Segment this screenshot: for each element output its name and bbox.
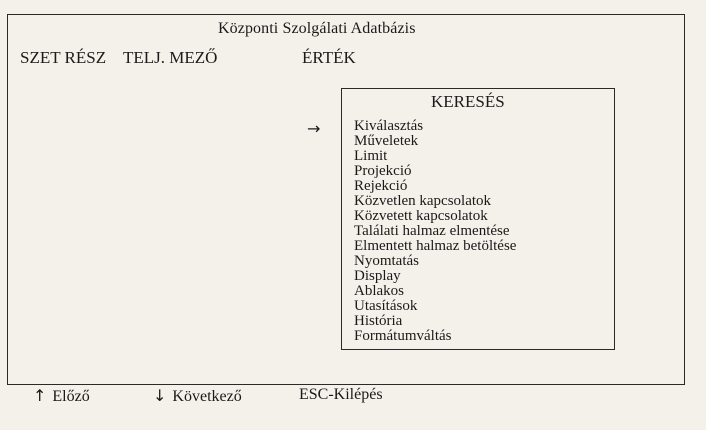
down-arrow-icon: ↓ (153, 386, 167, 405)
menu-item-selection[interactable]: Kiválasztás (354, 118, 424, 134)
column-header-value: ÉRTÉK (302, 48, 356, 67)
escape-exit-label: ESC-Kilépés (299, 386, 383, 403)
menu-item-print[interactable]: Nyomtatás (354, 253, 419, 269)
column-header-field: TELJ. MEZŐ (123, 48, 218, 67)
menu-item-projection[interactable]: Projekció (354, 163, 412, 179)
menu-item-history[interactable]: História (354, 313, 403, 329)
escape-exit-button[interactable] (299, 386, 383, 404)
menu-item-format-switch[interactable]: Formátumváltás (354, 328, 452, 344)
menu-item-save-result-set[interactable]: Találati halmaz elmentése (354, 223, 510, 239)
menu-item-limit[interactable]: Limit (354, 148, 388, 164)
previous-button[interactable] (33, 386, 90, 406)
menu-item-operations[interactable]: Műveletek (354, 133, 419, 149)
next-label: Következő (172, 388, 242, 405)
menu-item-load-saved-set[interactable]: Elmentett halmaz betöltése (354, 238, 517, 254)
search-menu-list (354, 119, 516, 344)
search-menu (341, 88, 615, 350)
search-menu-title: KERESÉS (431, 92, 505, 111)
column-header-set-part: SZET RÉSZ (20, 48, 107, 67)
menu-item-indirect-relations[interactable]: Közvetett kapcsolatok (354, 208, 488, 224)
menu-item-rejection[interactable]: Rejekció (354, 178, 408, 194)
app-title: Központi Szolgálati Adatbázis (218, 20, 416, 37)
menu-item-display[interactable]: Display (354, 268, 401, 284)
previous-label: Előző (52, 388, 90, 405)
menu-item-windowed[interactable]: Ablakos (354, 283, 404, 299)
next-button[interactable] (153, 386, 242, 406)
menu-item-instructions[interactable]: Utasítások (354, 298, 418, 314)
menu-item-direct-relations[interactable]: Közvetlen kapcsolatok (354, 193, 492, 209)
right-arrow-icon: → (307, 119, 321, 138)
up-arrow-icon: ↑ (33, 386, 47, 405)
